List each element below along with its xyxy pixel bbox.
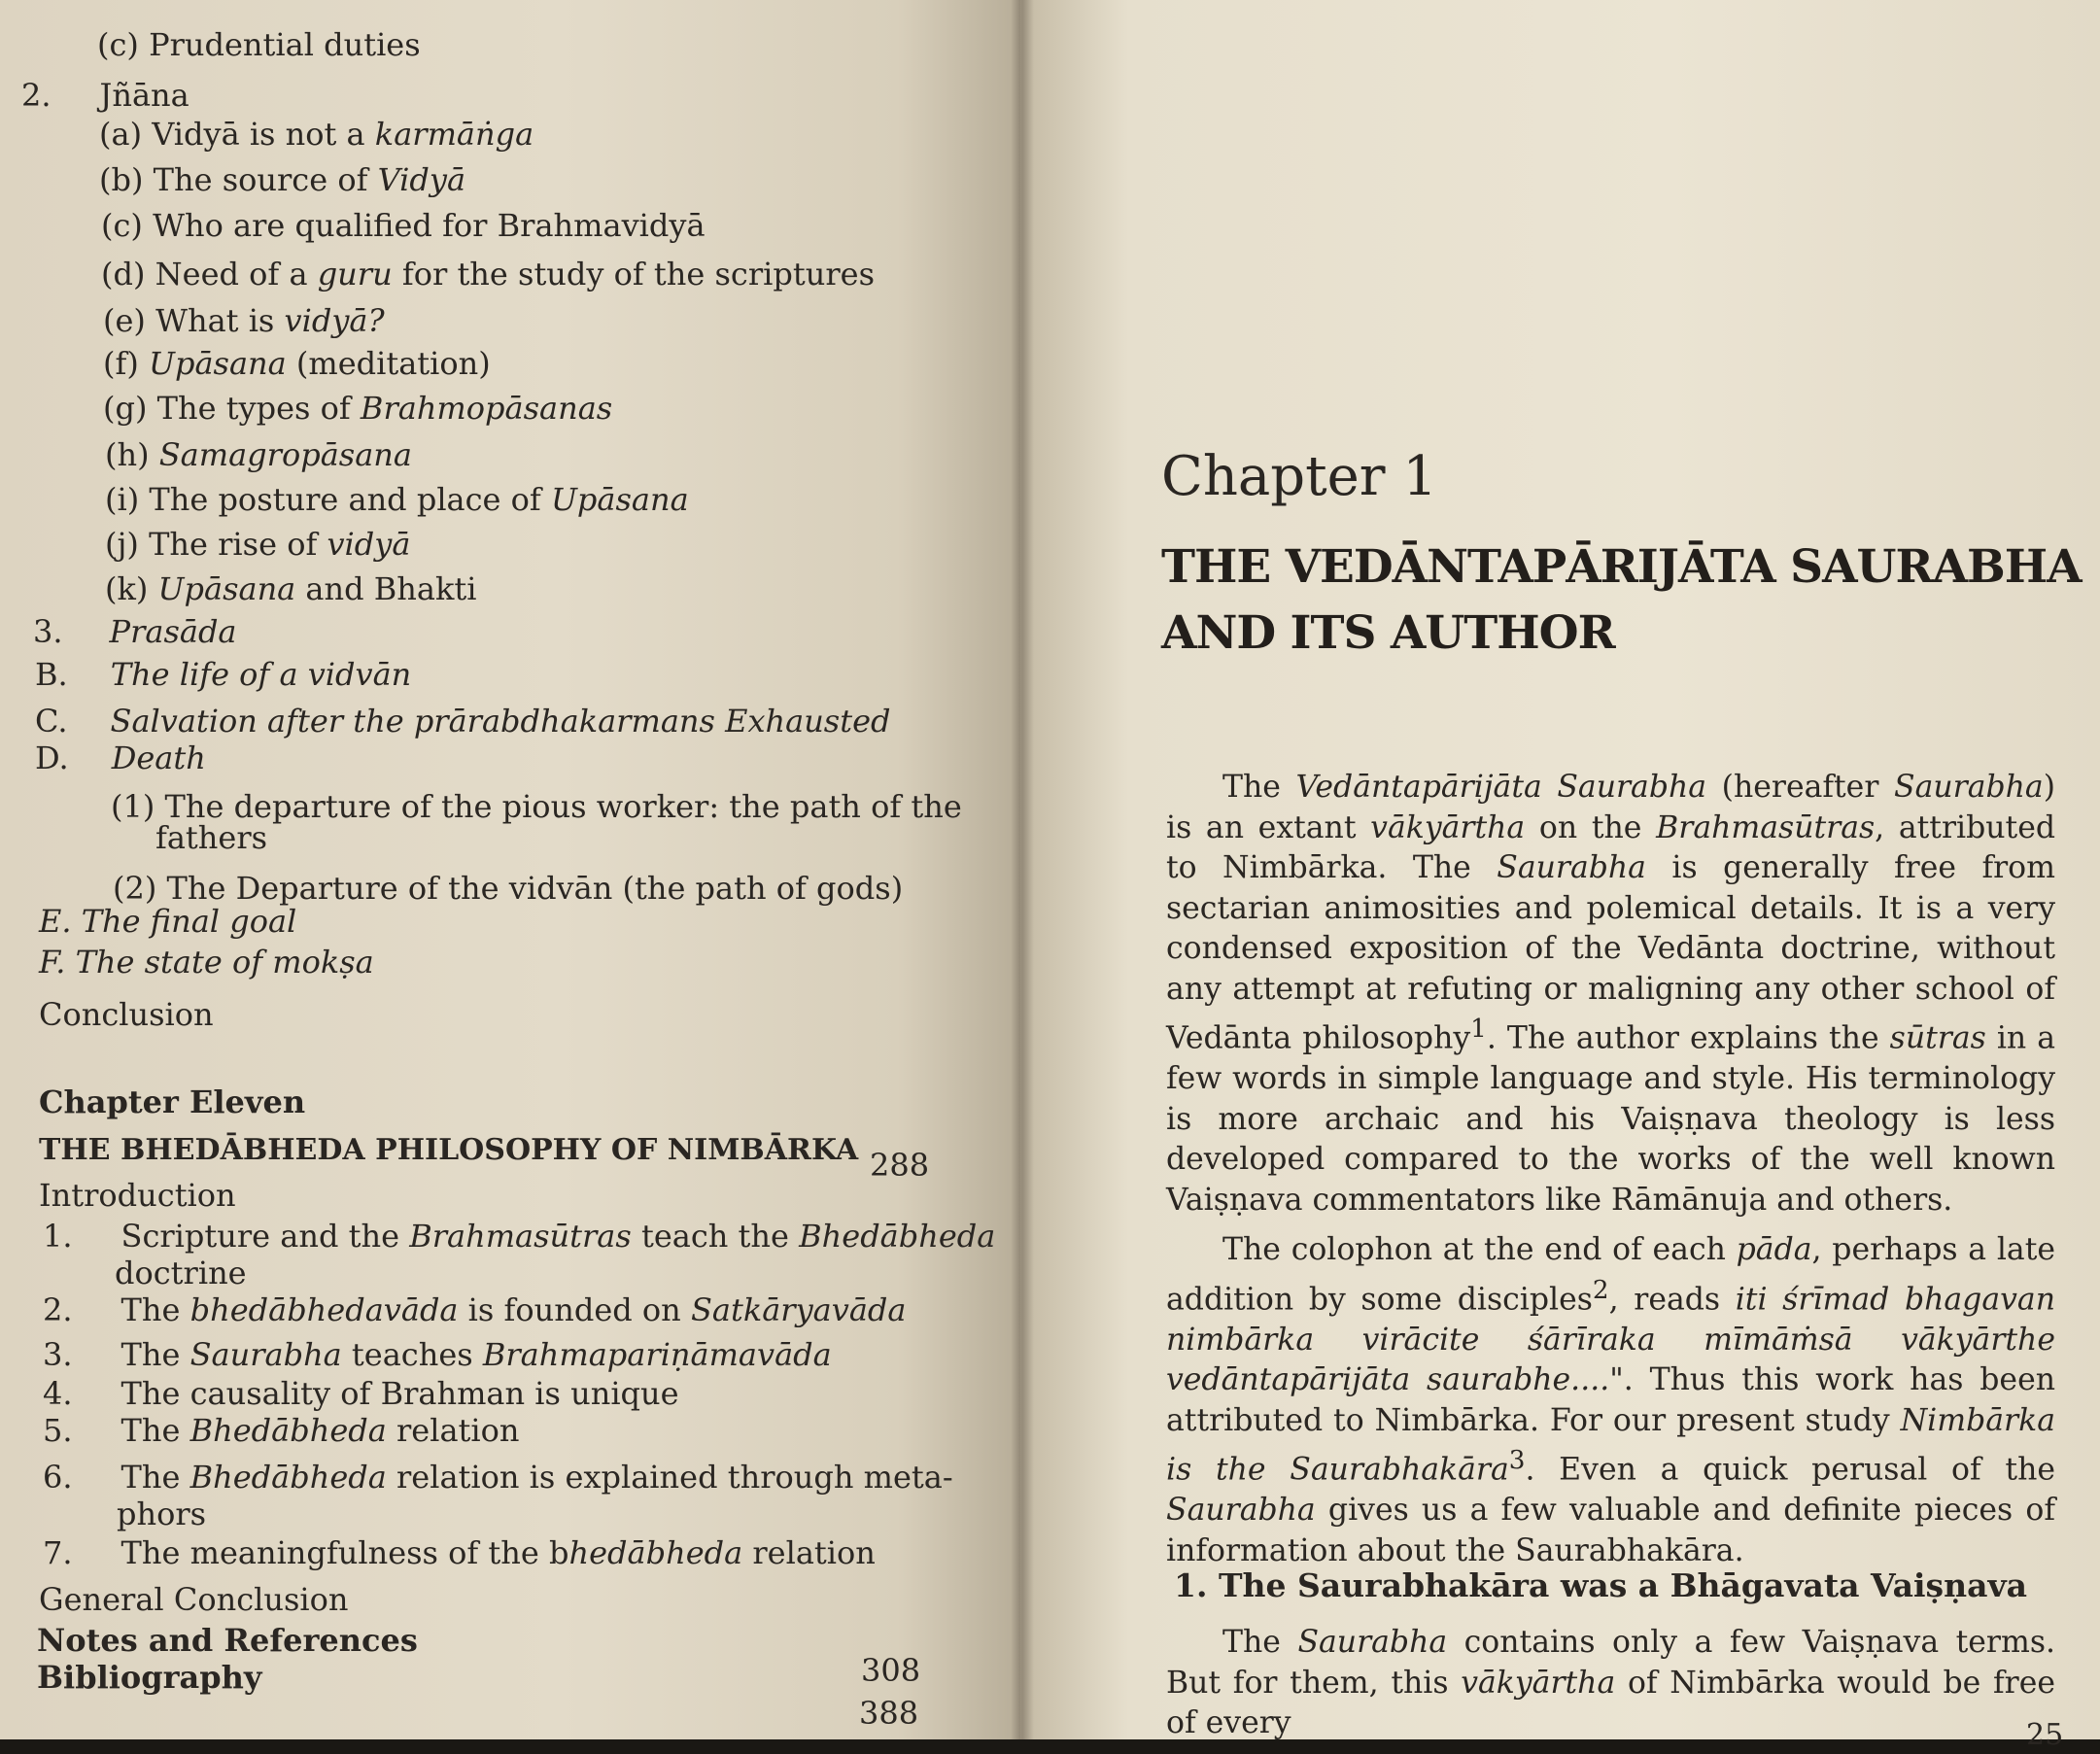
toc-item: 7. The meaningfulness of the bhedābheda relation xyxy=(43,1534,876,1571)
body-text xyxy=(1166,768,2055,1581)
toc-item: (a) Vidyā is not a karmāṅga xyxy=(99,116,534,153)
toc-item: (e) What is vidyā? xyxy=(103,302,385,339)
toc-item: fathers xyxy=(155,819,268,856)
toc-item: B. The life of a vidvān xyxy=(35,656,412,693)
book-gutter xyxy=(1011,0,1034,1739)
toc-page-number: 388 xyxy=(859,1695,919,1732)
toc-item: 2. The bhedābhedavāda is founded on Satkāryavāda xyxy=(43,1291,907,1328)
paragraph: The Vedāntapārijāta Saurabha (hereafter Saurabha) is an extant vākyārtha on the Brahmasūtras, attributed to Nimbārka. The Saurabha is generally free from sectarian animosities and polemical details. It is a very condensed exposition of the Vedānta doctrine, without any attempt at refuting or maligning any other school of Vedānta philosophy$^1$. The author explains the sūtras in a few words in simple language and style. His terminology is more archaic and his Vaiṣṇava theology is less developed compared to the works of the well known Vaiṣṇava commentators like Rāmānuja and others. xyxy=(1166,770,2056,1218)
toc-page-number: 308 xyxy=(861,1652,921,1689)
toc-item: (g) The types of Brahmopāsanas xyxy=(103,390,613,427)
toc-chapter-heading: Chapter Eleven xyxy=(39,1083,306,1120)
toc-item: 6. The Bhedābheda relation is explained through meta- xyxy=(43,1459,953,1496)
paragraph: The colophon at the end of each pāda, perhaps a late addition by some disciples$^2$, reads iti śrīmad bhagavan nimbārka virācite śārīraka mīmāṁsā vākyārthe vedāntapārijāta saurabhe....". Thus this work has been attributed to Nimbārka. For our present study Nimbārka is the Saurabhakāra$^3$. Even a quick perusal of the Saurabha gives us a few valuable and definite pieces of information about the Saurabhakāra. xyxy=(1166,1232,2056,1568)
toc-item: 3. Prasāda xyxy=(33,613,237,650)
toc-item: phors xyxy=(117,1496,207,1532)
chapter-number: Chapter 1 xyxy=(1161,445,1437,508)
toc-item: (c) Prudential duties xyxy=(97,26,421,63)
toc-page-number: 288 xyxy=(870,1147,930,1184)
toc-item: (h) Samagropāsana xyxy=(105,436,412,473)
toc-item: 2. Jñāna xyxy=(21,77,189,114)
toc-item: (j) The rise of vidyā xyxy=(105,526,411,563)
toc-item: (2) The Departure of the vidvān (the path of gods) xyxy=(113,870,904,907)
toc-item: doctrine xyxy=(115,1255,247,1291)
toc-item: 5. The Bhedābheda relation xyxy=(43,1412,520,1449)
toc-item: Conclusion xyxy=(39,996,214,1033)
toc-item: (b) The source of Vidyā xyxy=(99,161,466,198)
toc-item: 1. Scripture and the Brahmasūtras teach the Bhedābheda xyxy=(43,1218,996,1255)
chapter-title-line: AND ITS AUTHOR xyxy=(1161,606,1615,660)
toc-notes: Notes and References xyxy=(37,1622,418,1659)
toc-item: Introduction xyxy=(39,1177,236,1214)
toc-item: (d) Need of a guru for the study of the scriptures xyxy=(101,256,875,292)
toc-item: E. The final goal xyxy=(39,903,297,940)
toc-item: C. Salvation after the prārabdhakarmans Exhausted xyxy=(35,703,891,739)
toc-item: (k) Upāsana and Bhakti xyxy=(105,570,477,607)
toc-item: (1) The departure of the pious worker: the path of the xyxy=(111,788,962,825)
toc-chapter-title: THE BHEDĀBHEDA PHILOSOPHY OF NIMBĀRKA xyxy=(39,1133,859,1167)
body-text xyxy=(1166,1623,2055,1754)
toc-item: (i) The posture and place of Upāsana xyxy=(105,481,689,518)
section-heading: 1. The Saurabhakāra was a Bhāgavata Vaiṣṇava xyxy=(1174,1566,2028,1604)
toc-item: General Conclusion xyxy=(39,1581,349,1618)
chapter-title xyxy=(1161,534,2082,667)
chapter-title-line: THE VEDĀNTAPĀRIJĀTA SAURABHA xyxy=(1161,540,2082,594)
page-number: 25 xyxy=(2026,1718,2064,1752)
toc-bibliography: Bibliography xyxy=(37,1659,262,1696)
paragraph: The Saurabha contains only a few Vaiṣṇava terms. But for them, this vākyārtha of Nimbārka would be free of every xyxy=(1166,1625,2056,1740)
toc-item: F. The state of mokṣa xyxy=(39,944,374,980)
toc-item: 3. The Saurabha teaches Brahmapariṇāmavāda xyxy=(43,1336,832,1373)
toc-item: D. Death xyxy=(35,739,206,776)
toc-item: 4. The causality of Brahman is unique xyxy=(43,1375,679,1412)
toc-item: (c) Who are qualified for Brahmavidyā xyxy=(101,207,706,244)
toc-item: (f) Upāsana (meditation) xyxy=(103,345,491,382)
